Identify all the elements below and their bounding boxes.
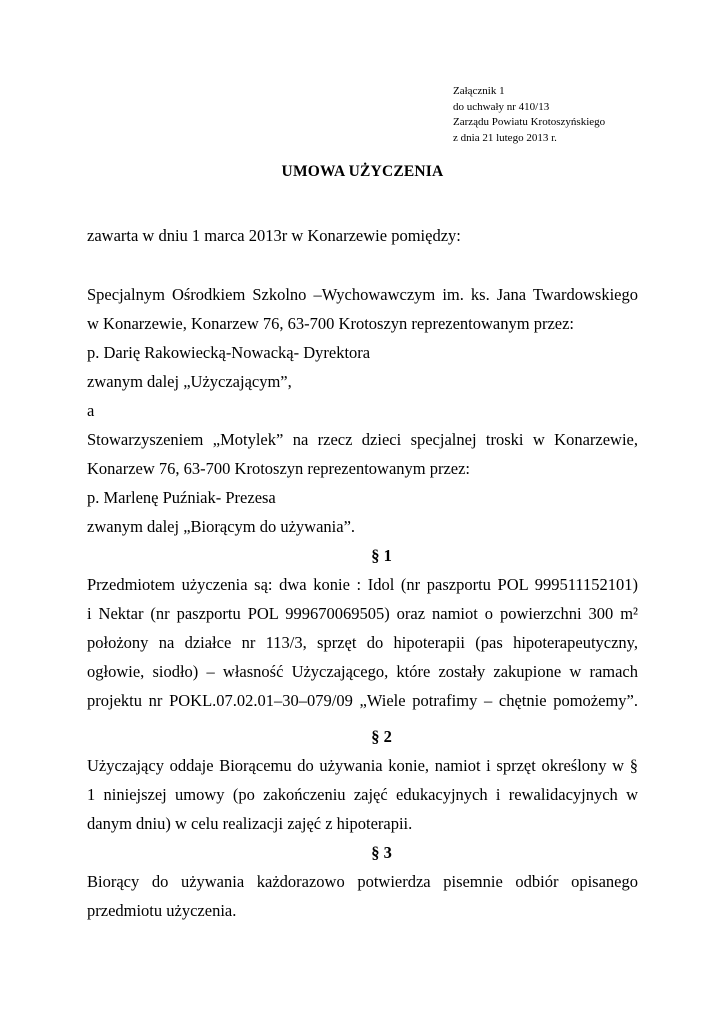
section-1-heading: § 1 (371, 546, 392, 565)
party2-line-4: zwanym dalej „Biorącym do używania”. (87, 517, 356, 536)
intro-paragraph (87, 221, 638, 250)
section-1 (87, 541, 638, 715)
annex-line-1: Załącznik 1 (453, 85, 505, 97)
party1-line-4: zwanym dalej „Użyczającym”, (87, 372, 292, 391)
section-2-line-3: danym dniu) w celu realizacji zajęć z hipoterapii. (87, 814, 413, 833)
document-title: UMOWA UŻYCZENIA (281, 163, 444, 180)
annex-line-2: do uchwały nr 410/13 (453, 100, 550, 113)
section-2-line-2: 1 niniejszej umowy (po zakończeniu zajęć edukacyjnych i rewalidacyjnych w (87, 785, 638, 804)
party1-line-2: w Konarzewie, Konarzew 76, 63-700 Krotoszyn reprezentowanym przez: (87, 314, 575, 333)
annex-header (453, 84, 605, 146)
party2-line-3: p. Marlenę Puźniak- Prezesa (87, 488, 276, 507)
intro-line: zawarta w dniu 1 marca 2013r w Konarzewie pomiędzy: (87, 226, 461, 245)
section-2 (87, 722, 638, 838)
section-2-line-1: Użyczający oddaje Biorącemu do używania konie, namiot i sprzęt określony w § (87, 756, 638, 775)
annex-line-4: z dnia 21 lutego 2013 r. (453, 131, 557, 144)
party2-line-2: Konarzew 76, 63-700 Krotoszyn reprezentowanym przez: (87, 459, 471, 478)
conjunction-a: a (87, 401, 95, 420)
section-3-line-2: przedmiotu użyczenia. (87, 901, 237, 920)
section-1-line-3: położony na działce nr 113/3, sprzęt do hipoterapii (pas hipoterapeutyczny, (87, 633, 638, 652)
section-1-line-5: projektu nr POKL.07.02.01–30–079/09 „Wiele potrafimy – chętnie pomożemy”. (87, 691, 638, 710)
party1-line-1: Specjalnym Ośrodkiem Szkolno –Wychowawczym im. ks. Jana Twardowskiego (87, 285, 638, 304)
party2-line-1: Stowarzyszeniem „Motylek” na rzecz dzieci specjalnej troski w Konarzewie, (87, 430, 638, 449)
section-1-line-2: i Nektar (nr paszportu POL 999670069505) oraz namiot o powierzchni 300 m² (87, 604, 638, 623)
annex-line-3: Zarządu Powiatu Krotoszyńskiego (453, 116, 606, 128)
section-3 (87, 838, 638, 925)
section-1-line-4: ogłowie, siodło) – własność Użyczającego, które zostały zakupione w ramach (87, 662, 638, 681)
section-3-line-1: Biorący do używania każdorazowo potwierdza pisemnie odbiór opisanego (87, 872, 638, 891)
section-2-heading: § 2 (371, 727, 392, 746)
party1-line-3: p. Darię Rakowiecką-Nowacką- Dyrektora (87, 343, 371, 362)
section-1-line-1: Przedmiotem użyczenia są: dwa konie : Idol (nr paszportu POL 999511152101) (87, 575, 638, 594)
parties-block (87, 280, 638, 541)
section-3-heading: § 3 (371, 843, 392, 862)
